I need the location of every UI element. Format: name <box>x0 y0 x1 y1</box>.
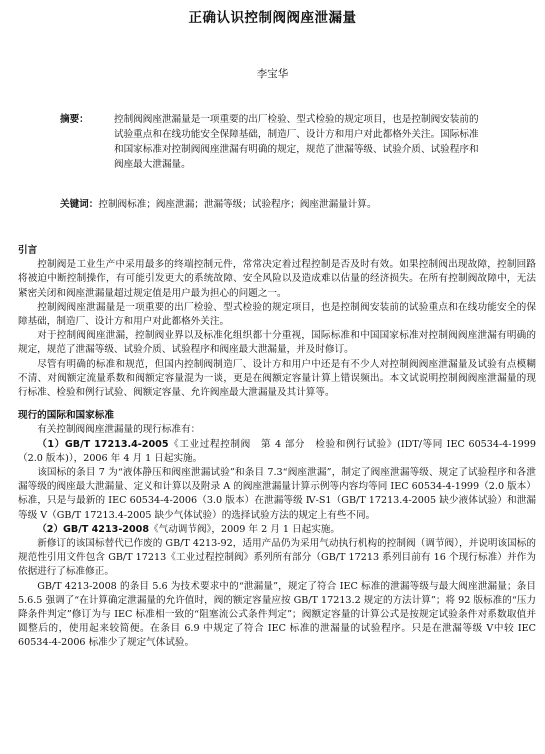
author-name: 李宝华 <box>256 68 289 80</box>
standard-item-2-text: 《气动调节阀》，2009 年 2 月 1 日起实施。 <box>149 523 340 535</box>
abstract-text: 控制阀阀座泄漏量是一项重要的出厂检验、型式检验的规定项目，也是控制阀安装前的试验重点和在线功能安全保障基础，制造厂、设计方和用户对此都格外关注。国际标准和国家标准对控制阀阀座泄漏有明确的规定，规范了泄漏等级、试验介质、试验程序和阀座最大泄漏量。 <box>114 114 479 170</box>
section-heading-standards: 现行的国际和国家标准 <box>18 410 114 422</box>
keywords-text: 控制阀标准；阀座泄漏；泄漏等级；试验程序；阀座泄漏量计算。 <box>98 199 377 210</box>
abstract-label: 摘要： <box>60 114 89 125</box>
abstract-block <box>62 112 482 172</box>
paragraph: 对于控制阀阀座泄漏，控制阀业界以及标准化组织都十分重视，国际标准和中国国家标准对控制阀阀座泄漏有明确的规定，规范了泄漏等级、试验介质、试验程序和阀座最大泄漏量，并及时修订。 <box>18 330 536 356</box>
standard-item-1 <box>18 438 536 466</box>
keywords-block <box>62 197 482 212</box>
paragraph: 有关控制阀阀座泄漏量的现行标准有： <box>37 424 201 436</box>
paragraph: 尽管有明确的标准和规范，但国内控制阀制造厂、设计方和用户中还是有不少人对控制阀阀座泄漏量及试验有点模糊不清、对阀额定流量系数和阀额定容量混为一谈，更是在阀额定容量计算上错误频出。本文试说明控制阀阀座泄漏量的现行标准、检验和例行试验、阀额定容量、允许阀座最大泄漏量及其计算等。 <box>18 358 536 399</box>
standard-item-2 <box>18 523 536 537</box>
paragraph: 控制阀阀座泄漏量是一项重要的出厂检验、型式检验的规定项目，也是控制阀安装前的试验重点和在线功能安全的保障基础，制造厂、设计方和用户对此都格外关注。 <box>18 301 536 328</box>
paragraph: 该国标的条目 7 为“液体静压和阀座泄漏试验”和条目 7.3“阀座泄漏”，制定了阀座泄漏等级、规定了试验程序和各泄漏等级的阀座最大泄漏量、定义和计算以及附录 A 的阀座泄漏量计算示例等内容均等同 IEC 60534-4-1999（2.0 版本）标准，只是与最新的 IEC 60534-4-2006（3.0 版本）在泄漏等级 Ⅳ-S1（GB/T 17213.4-2005 缺少液体试验）和泄漏等级 Ⅴ（GB/T 17213.4-2005 缺少气体试验）的选择试验方法的规定上有些不同。 <box>18 467 536 521</box>
paper-title: 正确认识控制阀阀座泄漏量 <box>188 10 357 26</box>
body-text <box>18 244 536 651</box>
standard-item-2-label: （2）GB/T 4213-2008 <box>37 523 150 535</box>
paragraph: GB/T 4213-2008 的条目 5.6 为技术要求中的“泄漏量”，规定了符合 IEC 标准的泄漏等级与最大阀座泄漏量；条目 5.6.5 强调了“在计算确定泄漏量的允许值时，阀的额定容量应按 GB/T 17213.2 规定的方法计算”；将 92 版标准的“压力降条件判定”修订为与 IEC 标准相一致的“阻塞流公式条件判定”；阀额定容量的计算公式是按规定试验条件对系数取值并圆整后的，使用起来较简便。在条目 6.9 中规定了符合 IEC 标准的泄漏量的试验程序。只是在泄漏等级 Ⅴ中较 IEC 60534-4-2006 标准少了规定气体试验。 <box>18 580 536 649</box>
standard-item-1-text: 《工业过程控制阀 第 4 部分 检验和例行试验》(IDT/等同 IEC 60534-4-1999（2.0 版本)），2006 年 4 月 1 日起实施。 <box>18 438 536 464</box>
section-heading-intro: 引言 <box>18 245 38 256</box>
keywords-label: 关键词： <box>60 199 99 210</box>
paragraph: 新修订的该国标替代已作废的 GB/T 4213-92，适用产品仍为采用气动执行机构的控制阀（调节阀），并说明该国标的规范性引用文件包含 GB/T 17213《工业过程控制阀》系列所有部分（GB/T 17213 系列目前有 16 个现行标准）并作为依据进行了标准修正。 <box>18 538 536 578</box>
paragraph: 控制阀是工业生产中采用最多的终端控制元件，常常决定着过程控制是否及时有效。如果控制阀出现故障，控制回路将被迫中断控制操作，有可能引发更大的系统故障、安全风险以及造成难以估量的经济损失。在所有控制阀故障中，无法紧密关闭和阀座泄漏量超过规定值是用户最为担心的问题之一。 <box>18 259 536 299</box>
standard-item-1-label: （1）GB/T 17213.4-2005 <box>37 438 169 450</box>
